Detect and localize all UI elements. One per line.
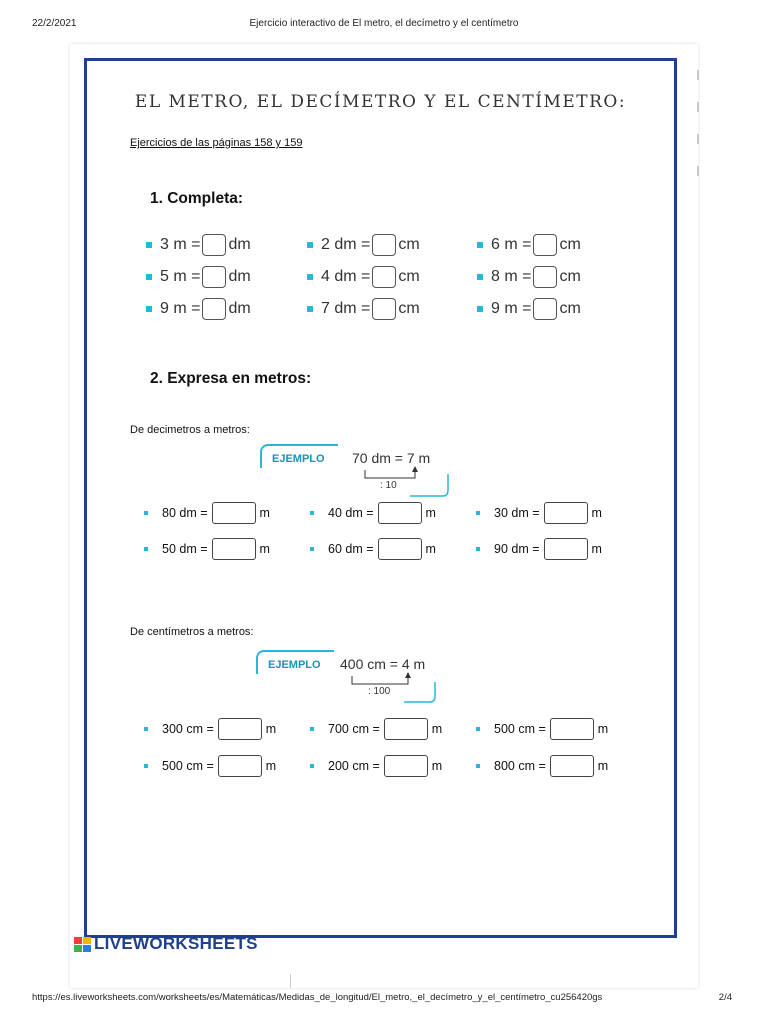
cm-section-label: De centímetros a metros:: [130, 626, 254, 638]
bullet-icon: [310, 547, 314, 551]
bullet-icon: [144, 547, 148, 551]
answer-box[interactable]: [212, 538, 256, 560]
ex2-item-unit: m: [597, 722, 609, 736]
ex1-item-left: 4 dm =: [321, 268, 371, 285]
ex1-item: [477, 234, 581, 256]
ex1-item-left: 6 m =: [491, 236, 532, 253]
ex2-item-left: 700 cm =: [328, 722, 380, 736]
bullet-icon: [310, 764, 314, 768]
ex2-item-unit: m: [597, 759, 609, 773]
ex2-item-unit: m: [259, 542, 270, 556]
ex1-item: [307, 266, 420, 288]
answer-box[interactable]: [202, 234, 226, 256]
ex2-item-unit: m: [431, 759, 443, 773]
bullet-icon: [144, 511, 148, 515]
answer-box[interactable]: [533, 234, 557, 256]
answer-box[interactable]: [550, 718, 594, 740]
example-tag: EJEMPLO: [256, 650, 334, 674]
bullet-icon: [146, 274, 152, 280]
ex2-item-left: 300 cm =: [162, 722, 214, 736]
answer-box[interactable]: [372, 298, 396, 320]
ex1-item-left: 7 dm =: [321, 300, 371, 317]
bullet-icon: [477, 242, 483, 248]
answer-box[interactable]: [544, 502, 588, 524]
ex1-item: [146, 234, 251, 256]
answer-box[interactable]: [372, 234, 396, 256]
worksheet-title: EL METRO, EL DECÍMETRO Y EL CENTÍMETRO:: [134, 92, 627, 112]
ex2-item-left: 50 dm =: [162, 542, 208, 556]
answer-box[interactable]: [202, 266, 226, 288]
answer-box[interactable]: [533, 266, 557, 288]
ex2-item-unit: m: [591, 542, 602, 556]
ex2-item-left: 500 cm =: [494, 722, 546, 736]
logo-text: LIVEWORKSHEETS: [94, 934, 258, 953]
bullet-icon: [477, 306, 483, 312]
bullet-icon: [476, 727, 480, 731]
ex1-item-unit: cm: [559, 236, 581, 253]
bullet-icon: [144, 764, 148, 768]
bullet-icon: [476, 764, 480, 768]
ex2-item: [310, 755, 442, 777]
ex2-item-left: 30 dm =: [494, 506, 540, 520]
answer-box[interactable]: [378, 502, 422, 524]
example-tag: EJEMPLO: [260, 444, 338, 468]
ex1-item-unit: cm: [398, 236, 420, 253]
ex2-item: [144, 755, 276, 777]
ex2-item: [476, 538, 602, 560]
ex1-item-left: 2 dm =: [321, 236, 371, 253]
bullet-icon: [310, 511, 314, 515]
ex1-item-left: 3 m =: [160, 236, 201, 253]
ex2-item-left: 800 cm =: [494, 759, 546, 773]
bullet-icon: [310, 727, 314, 731]
bullet-icon: [476, 547, 480, 551]
answer-box[interactable]: [202, 298, 226, 320]
ex1-item-unit: dm: [228, 268, 251, 285]
ex2-item-left: 40 dm =: [328, 506, 374, 520]
ex1-item: [307, 298, 420, 320]
ex2-item: [476, 755, 608, 777]
ex1-item: [146, 266, 251, 288]
worksheet-subtitle: Ejercicios de las páginas 158 y 159: [130, 137, 303, 149]
example-divisor: : 100: [368, 686, 391, 697]
ex1-item: [307, 234, 420, 256]
answer-box[interactable]: [550, 755, 594, 777]
ex2-item: [144, 502, 270, 524]
ex2-item: [476, 502, 602, 524]
ex1-item-left: 9 m =: [491, 300, 532, 317]
ex1-item-unit: cm: [398, 300, 420, 317]
bullet-icon: [307, 274, 313, 280]
ex2-item-left: 200 cm =: [328, 759, 380, 773]
answer-box[interactable]: [384, 718, 428, 740]
footer-divider: [290, 974, 291, 988]
ex2-item: [144, 718, 276, 740]
example-equation: 70 dm = 7 m: [352, 450, 431, 466]
ex1-item-unit: dm: [228, 300, 251, 317]
cm-example: [256, 650, 456, 706]
bullet-icon: [144, 727, 148, 731]
bullet-icon: [477, 274, 483, 280]
ex2-item: [310, 502, 436, 524]
example-equation: 400 cm = 4 m: [340, 656, 426, 672]
bullet-icon: [307, 242, 313, 248]
example-arrow-icon: [260, 444, 460, 500]
bullet-icon: [146, 242, 152, 248]
answer-box[interactable]: [378, 538, 422, 560]
ex1-item-unit: cm: [559, 300, 581, 317]
scroll-marks: [697, 70, 701, 198]
ex2-item-left: 500 cm =: [162, 759, 214, 773]
exercise2-heading: 2. Expresa en metros:: [150, 370, 312, 387]
ex2-item-unit: m: [425, 506, 436, 520]
ex2-item: [144, 538, 270, 560]
ex2-item: [310, 718, 442, 740]
ex1-item-left: 9 m =: [160, 300, 201, 317]
example-divisor: : 10: [380, 480, 397, 491]
answer-box[interactable]: [544, 538, 588, 560]
ex1-item-left: 5 m =: [160, 268, 201, 285]
answer-box[interactable]: [218, 718, 262, 740]
answer-box[interactable]: [218, 755, 262, 777]
bullet-icon: [146, 306, 152, 312]
ex2-item-unit: m: [425, 542, 436, 556]
exercise1-heading: 1. Completa:: [150, 190, 244, 207]
logo-icon: [74, 935, 92, 953]
ex2-item-left: 80 dm =: [162, 506, 208, 520]
ex1-item-unit: cm: [398, 268, 420, 285]
print-page-number: 2/4: [718, 992, 732, 1003]
ex1-item: [477, 266, 581, 288]
print-date: 22/2/2021: [32, 18, 77, 29]
bullet-icon: [476, 511, 480, 515]
answer-box[interactable]: [212, 502, 256, 524]
ex1-item-unit: cm: [559, 268, 581, 285]
liveworksheets-logo: [74, 934, 258, 954]
ex2-item-unit: m: [431, 722, 443, 736]
bullet-icon: [307, 306, 313, 312]
ex2-item-left: 60 dm =: [328, 542, 374, 556]
ex2-item-unit: m: [265, 722, 277, 736]
ex2-item: [476, 718, 608, 740]
print-title: Ejercicio interactivo de El metro, el decímetro y el centímetro: [249, 18, 519, 29]
ex1-item-left: 8 m =: [491, 268, 532, 285]
ex2-item-unit: m: [591, 506, 602, 520]
ex1-item: [146, 298, 251, 320]
answer-box[interactable]: [372, 266, 396, 288]
print-url[interactable]: https://es.liveworksheets.com/worksheets/es/Matemáticas/Medidas_de_longitud/El_metro,_el_decímetro_y_el_centímetro_cu256420gs: [32, 992, 603, 1003]
dm-example: [260, 444, 460, 500]
ex2-item-unit: m: [259, 506, 270, 520]
ex2-item-unit: m: [265, 759, 277, 773]
ex1-item-unit: dm: [228, 236, 251, 253]
answer-box[interactable]: [533, 298, 557, 320]
print-header: [0, 12, 768, 28]
example-arrow-icon: [256, 650, 456, 706]
ex2-item-left: 90 dm =: [494, 542, 540, 556]
ex2-item: [310, 538, 436, 560]
dm-section-label: De decimetros a metros:: [130, 424, 250, 436]
ex1-item: [477, 298, 581, 320]
answer-box[interactable]: [384, 755, 428, 777]
